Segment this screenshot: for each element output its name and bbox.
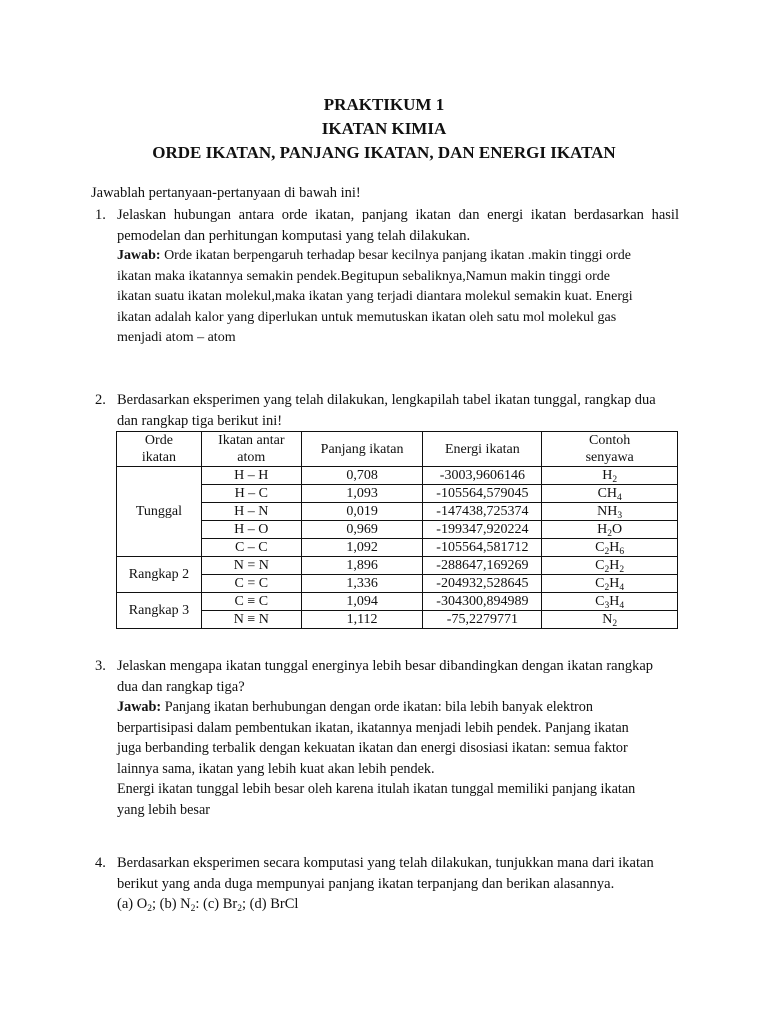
question-3-line: Jelaskan mengapa ikatan tunggal energinya lebih besar dibandingkan dengan ikatan rangkap xyxy=(117,658,654,674)
cell-bond: C – C xyxy=(201,539,301,557)
cell-bond: C = C xyxy=(201,575,301,593)
answer-3-line: juga berbanding terbalik dengan kekuatan ikatan dan energi disosiasi ikatan: semua faktor xyxy=(117,740,628,756)
formula: $CH_4$ xyxy=(597,486,622,503)
cell-panjang-ikatan: 0,969 xyxy=(301,521,423,539)
header-contoh-senyawa: Contoh senyawa xyxy=(542,432,678,467)
question-3-text xyxy=(117,656,679,697)
cell-panjang-ikatan: 0,708 xyxy=(301,467,423,485)
cell-orde-ikatan: Rangkap 3 xyxy=(117,593,202,629)
title-line-3: ORDE IKATAN, PANJANG IKATAN, DAN ENERGI IKATAN xyxy=(152,143,616,162)
cell-panjang-ikatan: 1,336 xyxy=(301,575,423,593)
cell-bond: H – N xyxy=(201,503,301,521)
answer-option: (d) BrCl xyxy=(249,896,299,912)
formula: $C_2H_4$ xyxy=(595,576,625,593)
title-line-2: IKATAN KIMIA xyxy=(321,119,447,138)
document-title xyxy=(0,93,768,165)
answer-1-line: ikatan suatu ikatan molekul,maka ikatan yang terjadi diantara molekul semakin kuat. Energi xyxy=(117,289,633,305)
header-ikatan-antar-atom: Ikatan antar atom xyxy=(201,432,301,467)
answer-option: (b) $N_2$: xyxy=(159,896,204,914)
cell-energi-ikatan: -204932,528645 xyxy=(423,575,542,593)
cell-panjang-ikatan: 1,092 xyxy=(301,539,423,557)
answer-3 xyxy=(117,697,679,820)
cell-energi-ikatan: -105564,581712 xyxy=(423,539,542,557)
cell-energi-ikatan: -75,2279771 xyxy=(423,611,542,629)
table-row xyxy=(117,485,678,503)
table-row xyxy=(117,557,678,575)
cell-bond: H – O xyxy=(201,521,301,539)
question-4-line: berikut yang anda duga mempunyai panjang ikatan terpanjang dan berikan alasannya. xyxy=(117,875,615,892)
cell-panjang-ikatan: 1,093 xyxy=(301,485,423,503)
question-4-text xyxy=(117,853,679,915)
question-2-line: dan rangkap tiga berikut ini! xyxy=(117,412,283,429)
cell-contoh-senyawa xyxy=(542,485,678,503)
answer-1-line: ikatan maka ikatannya semakin pendek.Begitupun sebaliknya,Namun makin tinggi orde xyxy=(117,268,610,284)
cell-bond: H – C xyxy=(201,485,301,503)
instruction-text: Jawablah pertanyaan-pertanyaan di bawah ini! xyxy=(91,185,361,201)
formula: $C_2H_6$ xyxy=(595,540,625,557)
formula: $NH_3$ xyxy=(597,504,623,521)
answer-1-line: menjadi atom – atom xyxy=(117,330,236,346)
cell-energi-ikatan: -3003,9606146 xyxy=(423,467,542,485)
question-4-options xyxy=(117,894,679,915)
cell-panjang-ikatan: 1,094 xyxy=(301,593,423,611)
cell-orde-ikatan: Rangkap 2 xyxy=(117,557,202,593)
answer-1 xyxy=(117,246,677,349)
table-row xyxy=(117,467,678,485)
answer-3-label: Jawab: xyxy=(117,699,162,715)
question-number-3: 3. xyxy=(95,658,106,674)
question-number-2: 2. xyxy=(95,392,106,408)
cell-contoh-senyawa xyxy=(542,557,678,575)
cell-energi-ikatan: -288647,169269 xyxy=(423,557,542,575)
table-row xyxy=(117,539,678,557)
cell-orde-ikatan: Tunggal xyxy=(117,467,202,557)
cell-panjang-ikatan: 1,896 xyxy=(301,557,423,575)
cell-contoh-senyawa xyxy=(542,503,678,521)
question-1-text xyxy=(117,205,679,246)
question-2-line: Berdasarkan eksperimen yang telah dilakukan, lengkapilah tabel ikatan tunggal, rangkap dua xyxy=(117,392,656,408)
question-number-4: 4. xyxy=(95,855,106,871)
cell-energi-ikatan: -304300,894989 xyxy=(423,593,542,611)
table-row xyxy=(117,521,678,539)
cell-contoh-senyawa xyxy=(542,611,678,629)
formula: $N_2$ xyxy=(602,612,618,629)
formula: $H_2O$ xyxy=(597,522,623,539)
question-4-line: Berdasarkan eksperimen secara komputasi yang telah dilakukan, tunjukkan mana dari ikatan xyxy=(117,855,654,871)
title-line-1: PRAKTIKUM 1 xyxy=(323,95,445,114)
question-1-line: pemodelan dan perhitungan komputasi yang telah dilakukan. xyxy=(117,227,471,244)
cell-energi-ikatan: -199347,920224 xyxy=(423,521,542,539)
table-row xyxy=(117,611,678,629)
cell-bond: N = N xyxy=(201,557,301,575)
answer-1-line: ikatan adalah kalor yang diperlukan untuk memutuskan ikatan oleh satu mol molekul gas xyxy=(117,309,617,325)
table-header-row xyxy=(117,432,678,467)
cell-energi-ikatan: -147438,725374 xyxy=(423,503,542,521)
table-row xyxy=(117,575,678,593)
question-1-line: Jelaskan hubungan antara orde ikatan, panjang ikatan dan energi ikatan berdasarkan hasil xyxy=(117,207,679,223)
question-3-line: dua dan rangkap tiga? xyxy=(117,678,245,695)
cell-contoh-senyawa xyxy=(542,521,678,539)
header-panjang-ikatan: Panjang ikatan xyxy=(301,432,423,467)
cell-contoh-senyawa xyxy=(542,593,678,611)
answer-1-first-line: Orde ikatan berpengaruh terhadap besar kecilnya panjang ikatan .makin tinggi orde xyxy=(160,248,631,263)
cell-panjang-ikatan: 0,019 xyxy=(301,503,423,521)
answer-option: (a) $O_2$; xyxy=(117,896,160,914)
answer-3-line: lainnya sama, ikatan yang lebih kuat akan lebih pendek. xyxy=(117,760,435,777)
cell-contoh-senyawa xyxy=(542,539,678,557)
cell-energi-ikatan: -105564,579045 xyxy=(423,485,542,503)
formula: $H_2$ xyxy=(602,468,618,485)
answer-3-first-line: Panjang ikatan berhubungan dengan orde ikatan: bila lebih banyak elektron xyxy=(161,699,593,715)
formula: $C_2H_2$ xyxy=(595,558,625,575)
header-orde-ikatan: Orde ikatan xyxy=(117,432,202,467)
cell-bond: N ≡ N xyxy=(201,611,301,629)
answer-1-label: Jawab: xyxy=(117,248,161,263)
cell-panjang-ikatan: 1,112 xyxy=(301,611,423,629)
cell-bond: H – H xyxy=(201,467,301,485)
formula: $C_3H_4$ xyxy=(595,594,625,611)
table-row xyxy=(117,593,678,611)
answer-option: (c) $Br_2$; xyxy=(203,896,250,914)
answer-3-line: berpartisipasi dalam pembentukan ikatan, ikatannya menjadi lebih pendek. Panjang ikatan xyxy=(117,719,629,736)
question-2-text xyxy=(117,390,679,431)
cell-contoh-senyawa xyxy=(542,575,678,593)
cell-contoh-senyawa xyxy=(542,467,678,485)
header-energi-ikatan: Energi ikatan xyxy=(423,432,542,467)
cell-bond: C ≡ C xyxy=(201,593,301,611)
question-number-1: 1. xyxy=(95,207,106,223)
answer-3-line: yang lebih besar xyxy=(117,801,210,818)
bond-table xyxy=(116,431,678,629)
answer-3-line: Energi ikatan tunggal lebih besar oleh karena itulah ikatan tunggal memiliki panjang ikatan xyxy=(117,781,636,797)
table-row xyxy=(117,503,678,521)
